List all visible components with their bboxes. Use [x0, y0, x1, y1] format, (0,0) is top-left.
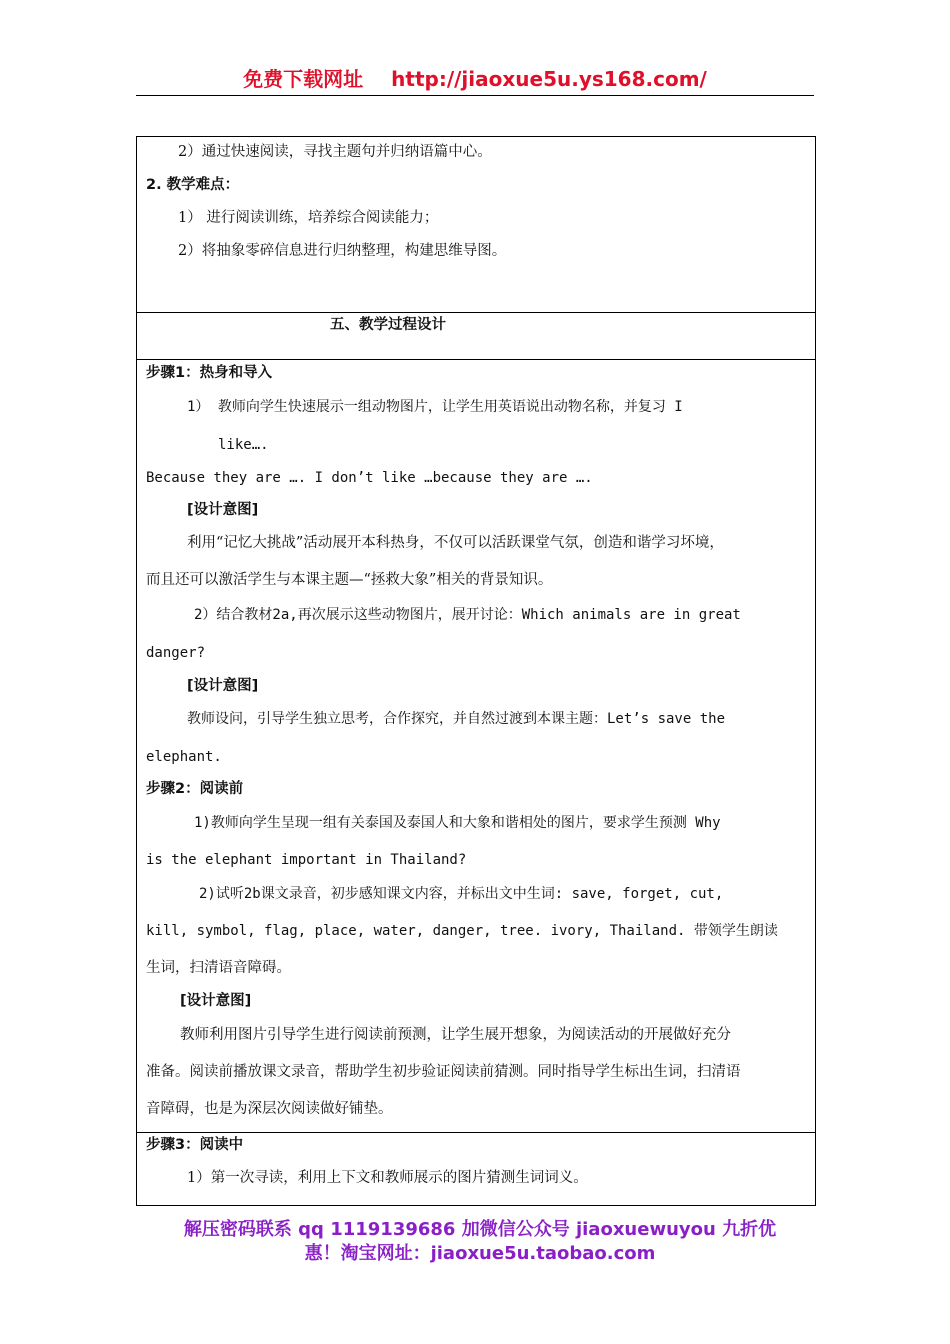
step1-paragraph-1-cont: Because they are …. I don’t like …because they are …. [146, 470, 593, 486]
header-url-link[interactable]: http://jiaoxue5u.ys168.com/ [391, 67, 707, 91]
page-header [136, 64, 814, 96]
difficulty-heading: 2. 教学难点： [146, 177, 240, 193]
step1-paragraph-2: 2）结合教材2a,再次展示这些动物图片，展开讨论：Which animals are in great [194, 607, 741, 623]
step2-intent-cont: 准备。阅读前播放课文录音，帮助学生初步验证阅读前猜测。同时指导学生标出生词，扫清语 [146, 1064, 741, 1080]
step2-paragraph-1-cont: is the elephant important in Thailand? [146, 852, 467, 868]
step2-paragraph-2-cont: 生词，扫清语音障碍。 [146, 960, 291, 976]
difficulty-item-2: 2）将抽象零碎信息进行归纳整理，构建思维导图。 [178, 243, 507, 259]
step2-paragraph-2: 2)试听2b课文录音，初步感知课文内容，并标出文中生词: save, forget, cut, [199, 886, 724, 902]
step1-paragraph-2-cont: danger? [146, 645, 206, 661]
step2-paragraph-1: 1)教师向学生呈现一组有关泰国及泰国人和大象和谐相处的图片，要求学生预测 Why [194, 815, 721, 831]
step2-intent-cont: 音障碍，也是为深层次阅读做好铺垫。 [146, 1101, 393, 1117]
difficulty-item-1: 1） 进行阅读训练，培养综合阅读能力； [178, 210, 439, 226]
free-download-label: 免费下载网址 [243, 67, 364, 91]
step1-intent-1-cont: 而且还可以激活学生与本课主题—“拯救大象”相关的背景知识。 [146, 572, 553, 588]
table-divider [137, 359, 815, 360]
design-intent-label: [设计意图] [180, 993, 252, 1009]
table-divider [137, 1132, 815, 1133]
step1-paragraph-1: 1） 教师向学生快速展示一组动物图片，让学生用英语说出动物名称，并复习 I [187, 399, 683, 415]
step1-intent-2-cont: elephant. [146, 749, 222, 765]
design-intent-label: [设计意图] [187, 678, 259, 694]
step2-heading: 步骤2：阅读前 [146, 781, 244, 797]
step2-paragraph-2-cont: kill, symbol, flag, place, water, danger, tree. ivory, Thailand. 带领学生朗读 [146, 923, 778, 939]
step3-paragraph-1: 1）第一次寻读，利用上下文和教师展示的图片猜测生词词义。 [187, 1170, 588, 1186]
reading-goal-2: 2）通过快速阅读，寻找主题句并归纳语篇中心。 [178, 144, 492, 160]
step2-intent: 教师利用图片引导学生进行阅读前预测，让学生展开想象，为阅读活动的开展做好充分 [180, 1027, 731, 1043]
design-intent-label: [设计意图] [187, 502, 259, 518]
step3-heading: 步骤3：阅读中 [146, 1137, 244, 1153]
footer-line-2: 惠！淘宝网址：jiaoxue5u.taobao.com [304, 1243, 656, 1264]
step1-intent-1: 利用“记忆大挑战”活动展开本科热身，不仅可以活跃课堂气氛，创造和谐学习坏境， [187, 535, 724, 551]
footer-line-1: 解压密码联系 qq 1119139686 加微信公众号 jiaoxuewuyou 九折优 [183, 1219, 777, 1240]
section-title: 五、教学过程设计 [330, 317, 446, 333]
lesson-plan-table [136, 136, 816, 1206]
table-divider [137, 312, 815, 313]
step1-heading: 步骤1：热身和导入 [146, 365, 273, 381]
page-footer [120, 1218, 840, 1266]
step1-intent-2: 教师设问，引导学生独立思考，合作探究，并自然过渡到本课主题：Let’s save the [187, 711, 726, 727]
step1-paragraph-1-cont: like…. [218, 437, 269, 453]
